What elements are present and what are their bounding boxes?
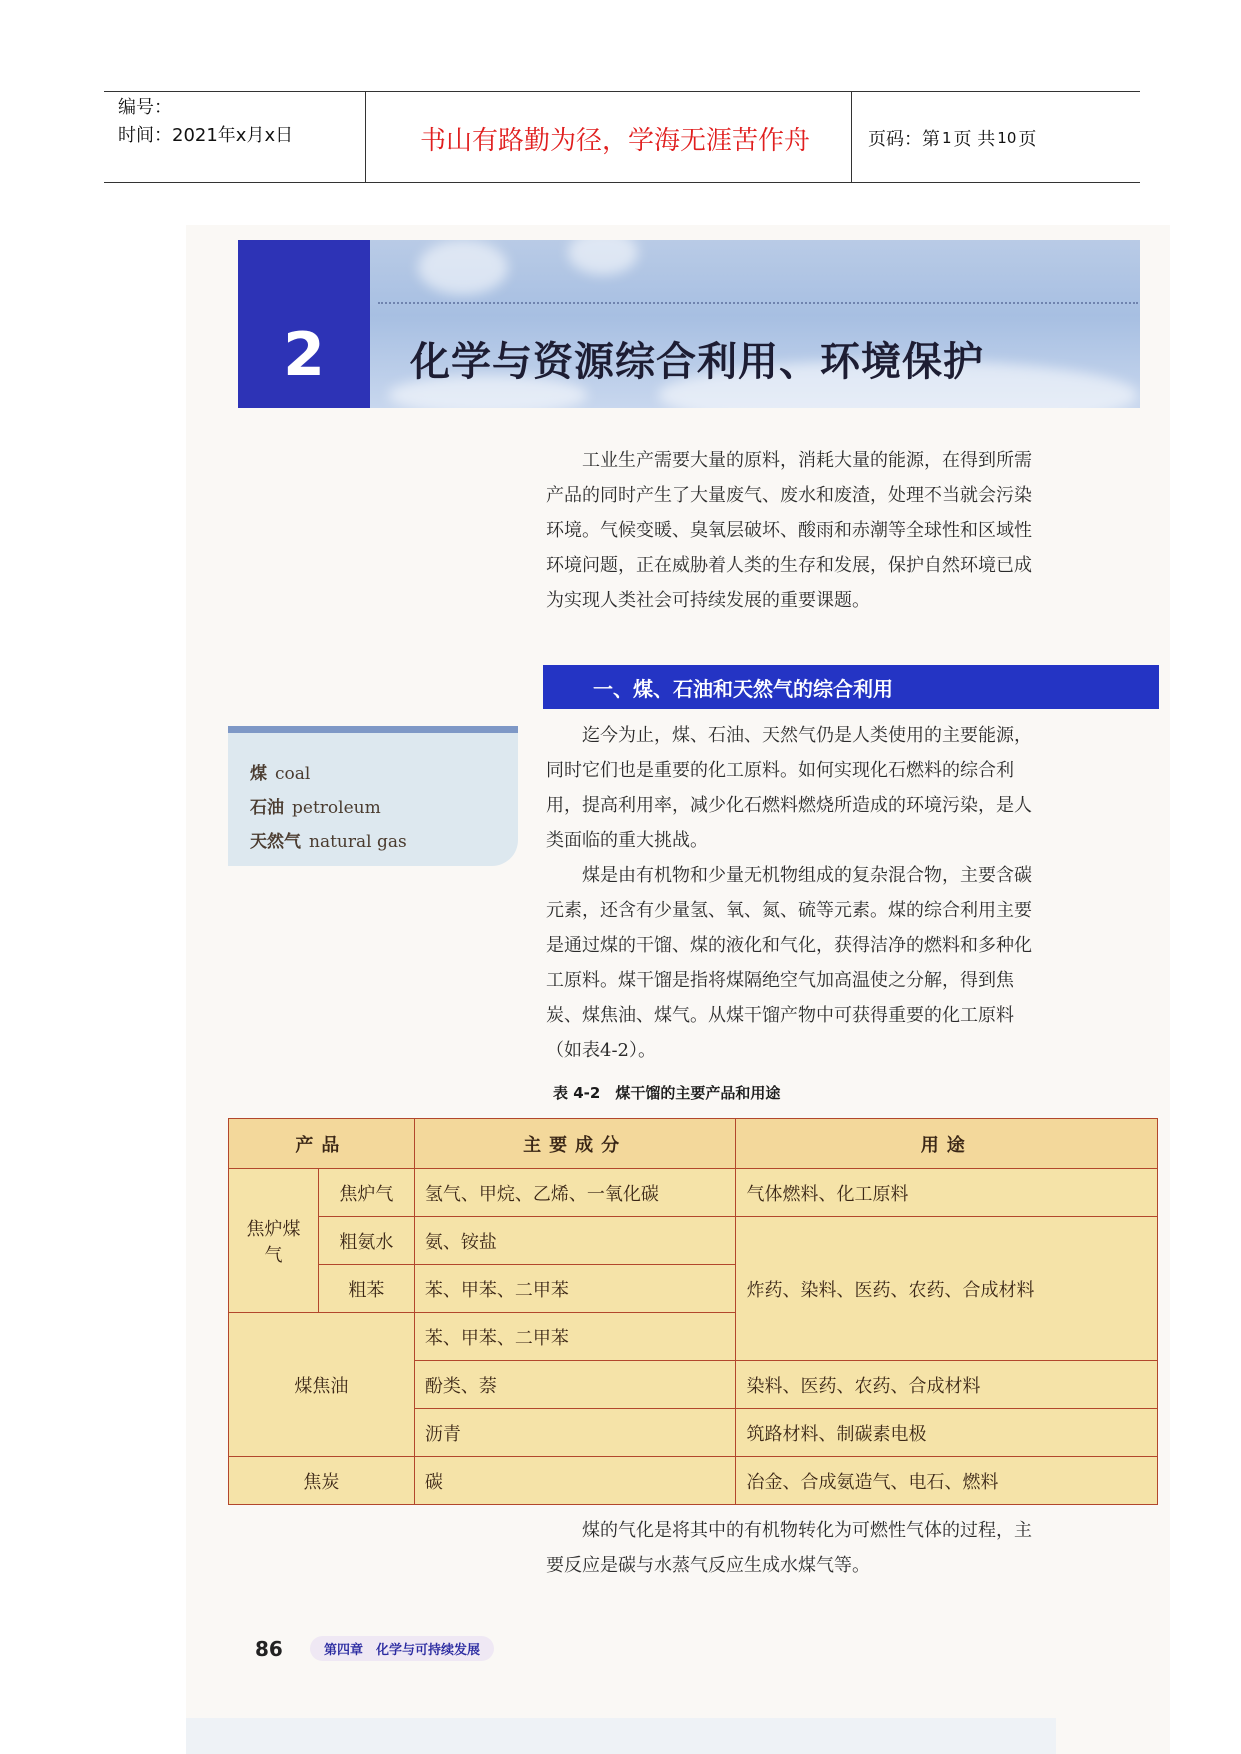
- table-row: [229, 1217, 1158, 1265]
- glossary-english: natural gas: [309, 832, 407, 852]
- components-cell: 沥青: [414, 1409, 736, 1457]
- intro-line: 为实现人类社会可持续发展的重要课题。: [546, 590, 870, 611]
- uses-cell: 染料、医药、农药、合成材料: [736, 1361, 1158, 1409]
- intro-line: 产品的同时产生了大量废气、废水和废渣，处理不当就会污染: [546, 485, 1032, 506]
- body-paragraph-2: [546, 858, 1161, 1068]
- header-product: 产品: [229, 1119, 415, 1169]
- body-line: 类面临的重大挑战。: [546, 830, 708, 851]
- body-line: 元素，还含有少量氢、氧、氮、硫等元素。煤的综合利用主要: [546, 900, 1032, 921]
- sub-product: 粗苯: [318, 1265, 414, 1313]
- products-table: [228, 1118, 1158, 1505]
- body-line: 同时它们也是重要的化工原料。如何实现化石燃料的综合利: [546, 760, 1014, 781]
- page-counter: [868, 94, 1036, 182]
- chapter-footer-label: 第四章 化学与可持续发展: [310, 1636, 494, 1661]
- product-group-coke-oven-gas: 焦炉煤气: [229, 1169, 319, 1313]
- table-caption: 表 4-2 煤干馏的主要产品和用途: [553, 1084, 781, 1102]
- table-header-row: [229, 1119, 1158, 1169]
- product-group-coke: 焦炭: [229, 1457, 415, 1505]
- components-cell: 酚类、萘: [414, 1361, 736, 1409]
- body-line: 迄今为止，煤、石油、天然气仍是人类使用的主要能源，: [582, 725, 1032, 746]
- sub-product: 焦炉气: [318, 1169, 414, 1217]
- page-suffix: 页: [1018, 129, 1037, 150]
- uses-cell: 炸药、染料、医药、农药、合成材料: [736, 1217, 1158, 1361]
- table-row: [229, 1457, 1158, 1505]
- closing-line: 要反应是碳与水蒸气反应生成水煤气等。: [546, 1555, 870, 1576]
- intro-line: 环境问题，正在威胁着人类的生存和发展，保护自然环境已成: [546, 555, 1032, 576]
- doc-time: 时间：2021年x月x日: [118, 125, 294, 146]
- header-meta: [118, 94, 293, 150]
- components-cell: 氨、铵盐: [414, 1217, 736, 1265]
- components-cell: 氢气、甲烷、乙烯、一氧化碳: [414, 1169, 736, 1217]
- header-uses: 用途: [736, 1119, 1158, 1169]
- glossary-item: [250, 757, 518, 791]
- intro-line: 环境。气候变暖、臭氧层破坏、酸雨和赤潮等全球性和区域性: [546, 520, 1032, 541]
- glossary-term: 天然气: [250, 832, 301, 852]
- uses-cell: 筑路材料、制碳素电极: [736, 1409, 1158, 1457]
- intro-line: 工业生产需要大量的原料，消耗大量的能源，在得到所需: [582, 450, 1032, 471]
- page-number: 86: [255, 1637, 283, 1661]
- components-cell: 苯、甲苯、二甲苯: [414, 1265, 736, 1313]
- header-top-rule: [104, 91, 1140, 92]
- banner-cloud: [568, 240, 638, 275]
- components-cell: 苯、甲苯、二甲苯: [414, 1313, 736, 1361]
- page-current: 1: [942, 129, 952, 147]
- body-line: 是通过煤的干馏、煤的液化和气化，获得洁净的燃料和多种化: [546, 935, 1032, 956]
- chapter-title: 化学与资源综合利用、环境保护: [410, 338, 984, 385]
- body-line: 煤是由有机物和少量无机物组成的复杂混合物，主要含碳: [582, 865, 1032, 886]
- glossary-term: 石油: [250, 798, 284, 818]
- header-divider-left: [365, 91, 366, 183]
- header-components: 主要成分: [414, 1119, 736, 1169]
- banner-cloud: [418, 240, 508, 295]
- glossary-box: [228, 726, 518, 866]
- header-motto: 书山有路勤为径，学海无涯苦作舟: [419, 125, 810, 156]
- body-line: （如表4-2）。: [546, 1040, 656, 1061]
- uses-cell: 冶金、合成氨造气、电石、燃料: [736, 1457, 1158, 1505]
- doc-number-label: 编号：: [118, 97, 172, 118]
- header-bottom-rule: [104, 182, 1140, 183]
- product-group-coal-tar: 煤焦油: [229, 1313, 415, 1457]
- chapter-number: 2: [238, 240, 370, 408]
- glossary-item: [250, 791, 518, 825]
- body-line: 用，提高利用率，减少化石燃料燃烧所造成的环境污染，是人: [546, 795, 1032, 816]
- body-paragraph-1: [546, 718, 1161, 858]
- intro-paragraph: [546, 443, 1161, 618]
- glossary-english: coal: [275, 764, 311, 784]
- glossary-item: [250, 825, 518, 859]
- body-line: 炭、煤焦油、煤气。从煤干馏产物中可获得重要的化工原料: [546, 1005, 1014, 1026]
- table-row: [229, 1169, 1158, 1217]
- page-mid: 页 共: [953, 129, 996, 150]
- page-total: 10: [997, 129, 1017, 147]
- closing-paragraph: [546, 1513, 1161, 1583]
- banner-dotted-line: [378, 302, 1138, 304]
- page-prefix: 页码：第: [868, 129, 940, 150]
- glossary-english: petroleum: [292, 798, 381, 818]
- uses-cell: 气体燃料、化工原料: [736, 1169, 1158, 1217]
- components-cell: 碳: [414, 1457, 736, 1505]
- section-heading: 一、煤、石油和天然气的综合利用: [543, 665, 1159, 709]
- body-line: 工原料。煤干馏是指将煤隔绝空气加高温使之分解，得到焦: [546, 970, 1014, 991]
- sub-product: 粗氨水: [318, 1217, 414, 1265]
- glossary-term: 煤: [250, 764, 267, 784]
- closing-line: 煤的气化是将其中的有机物转化为可燃性气体的过程，主: [582, 1520, 1032, 1541]
- page-bottom-band: [186, 1718, 1056, 1754]
